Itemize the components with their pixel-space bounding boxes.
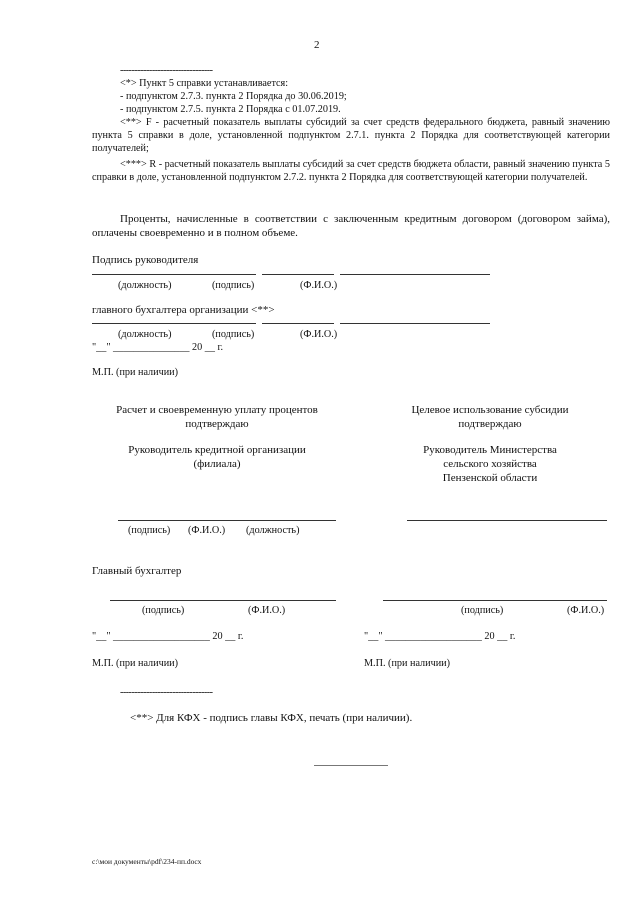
footnote-separator: --------------------------------	[120, 65, 213, 76]
end-divider	[314, 765, 388, 766]
head-signature-title: Подпись руководителя	[92, 254, 199, 266]
chief-left-signature-label: (подпись)	[142, 605, 185, 616]
right-signature-line	[407, 520, 607, 521]
head-signature-line	[262, 274, 334, 275]
right-role-line-3: Пензенской области	[442, 472, 538, 484]
accountant-signature-label: (подпись)	[212, 329, 255, 340]
accountant-name-label: (Ф.И.О.)	[300, 329, 338, 340]
chief-right-date: "__" ___________________ 20 __ г.	[364, 631, 516, 642]
accountant-position-line	[92, 323, 256, 324]
footnote-1-title: <*> Пункт 5 справки устанавливается:	[120, 78, 289, 89]
head-name-label: (Ф.И.О.)	[300, 280, 338, 291]
footnote-1-item-a: - подпунктом 2.7.3. пункта 2 Порядка до 30.06.2019;	[120, 91, 347, 102]
right-role	[380, 443, 600, 485]
footnote-2: <**> F - расчетный показатель выплаты субсидий за счет средств федерального бюджета, равный значению пункта 5 справки в доле, установленной подпунктом 2.7.1. пункта 2 Порядка для соответствующей категории получателей;	[92, 117, 610, 154]
chief-accountant-title: Главный бухгалтер	[92, 565, 182, 577]
footnote-3: <***> R - расчетный показатель выплаты субсидий за счет средств бюджета области, равный значению пункта 5 справки в доле, установленной подпунктом 2.7.2. пункта 2 Порядка для соответствующей категории получателей.	[92, 159, 610, 183]
chief-right-line	[383, 600, 607, 601]
left-role-line-1: Руководитель кредитной организации	[128, 444, 306, 456]
right-heading-line-2: подтверждаю	[458, 418, 522, 430]
file-path: c:\мои документы\pdf\234-пп.docx	[92, 857, 202, 866]
left-role	[92, 443, 342, 471]
footnote-1-item-b: - подпунктом 2.7.5. пункта 2 Порядка с 01.07.2019.	[120, 104, 341, 115]
chief-left-stamp: М.П. (при наличии)	[92, 658, 179, 669]
right-role-line-2: сельского хозяйства	[443, 458, 537, 470]
interest-statement: Проценты, начисленные в соответствии с заключенным кредитным договором (договором займа), оплачены своевременно и в полном объеме.	[92, 213, 610, 239]
accountant-signature-title: главного бухгалтера организации <**>	[92, 304, 275, 316]
accountant-position-label: (должность)	[118, 329, 172, 340]
chief-right-signature-label: (подпись)	[461, 605, 504, 616]
head-position-line	[92, 274, 256, 275]
left-signature-line	[118, 520, 336, 521]
head-signature-label: (подпись)	[212, 280, 255, 291]
left-heading-line-2: подтверждаю	[185, 418, 249, 430]
head-position-label: (должность)	[118, 280, 172, 291]
chief-left-name-label: (Ф.И.О.)	[248, 605, 286, 616]
left-role-line-2: (филиала)	[193, 458, 241, 470]
left-signature-label: (подпись)	[128, 525, 171, 536]
left-heading-line-1: Расчет и своевременную уплату процентов	[116, 404, 318, 416]
bottom-footnote-text: <**> Для КФХ - подпись главы КФХ, печать (при наличии).	[130, 712, 413, 724]
chief-left-line	[110, 600, 336, 601]
accountant-date-line: "__" _______________ 20 __ г.	[92, 342, 224, 353]
chief-right-stamp: М.П. (при наличии)	[364, 658, 451, 669]
accountant-signature-line	[262, 323, 334, 324]
left-heading	[92, 403, 342, 431]
right-heading-line-1: Целевое использование субсидии	[411, 404, 569, 416]
accountant-name-line	[340, 323, 490, 324]
chief-left-date: "__" ___________________ 20 __ г.	[92, 631, 244, 642]
head-name-line	[340, 274, 490, 275]
left-name-label: (Ф.И.О.)	[188, 525, 226, 536]
right-role-line-1: Руководитель Министерства	[423, 444, 557, 456]
bottom-footnote-separator: --------------------------------	[120, 687, 213, 698]
chief-right-name-label: (Ф.И.О.)	[567, 605, 605, 616]
left-position-label: (должность)	[246, 525, 300, 536]
accountant-stamp: М.П. (при наличии)	[92, 367, 179, 378]
right-heading	[380, 403, 600, 431]
page-number: 2	[314, 39, 320, 51]
